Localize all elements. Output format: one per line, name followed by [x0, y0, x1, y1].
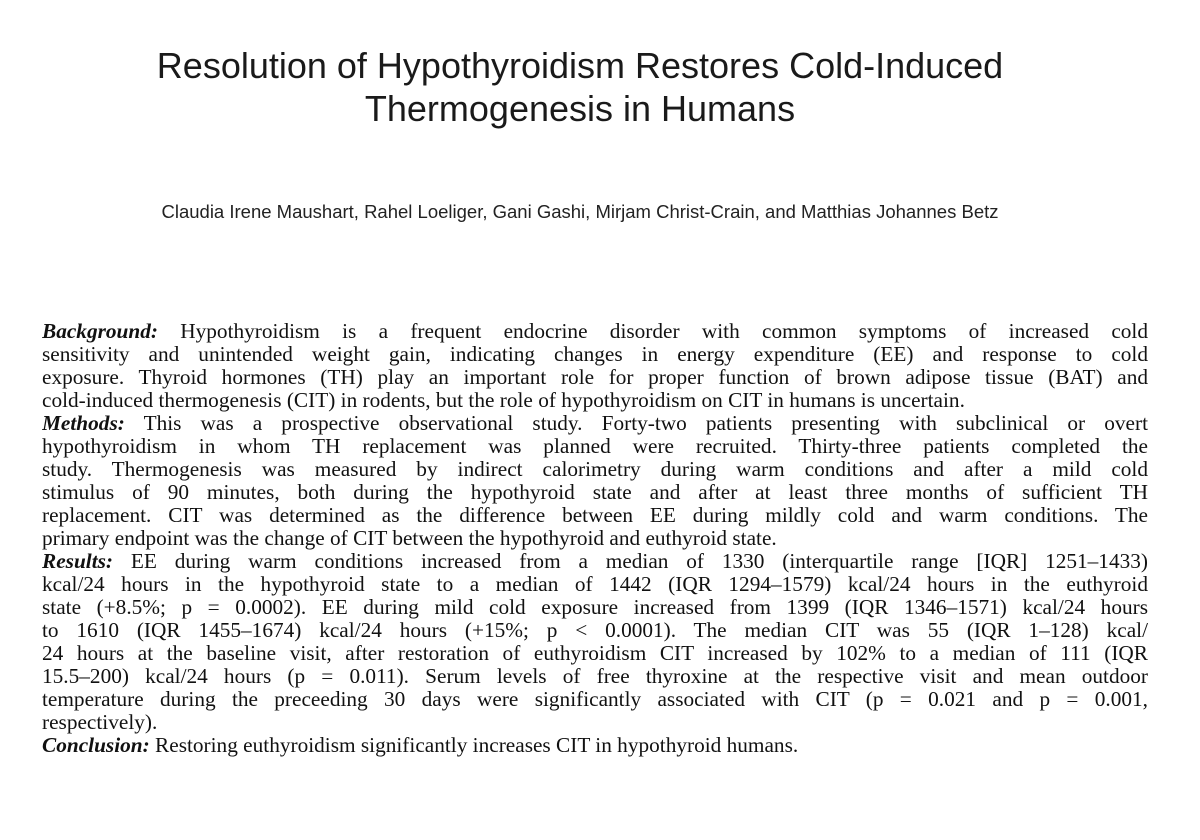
title-line: Thermogenesis in Humans [364, 88, 796, 129]
line-text: state (+8.5%; p = 0.0002). EE during mild cold exposure increased from 1399 (IQR 1346–1571) kcal/24 hours [42, 596, 1148, 619]
abstract-line [42, 343, 1148, 366]
author-list: Claudia Irene Maushart, Rahel Loeliger, Gani Gashi, Mirjam Christ-Crain, and Matthias Johannes Betz [161, 201, 999, 222]
line-text: stimulus of 90 minutes, both during the hypothyroid state and after at least three months of sufficient TH [42, 481, 1148, 504]
section-label: Methods: [42, 412, 125, 435]
line-text: exposure. Thyroid hormones (TH) play an important role for proper function of brown adipose tissue (BAT) and [42, 366, 1148, 389]
abstract-line [42, 481, 1148, 504]
section-label: Conclusion: [42, 734, 150, 757]
line-text: Restoring euthyroidism significantly increases CIT in hypothyroid humans. [155, 734, 799, 757]
abstract-line [42, 320, 1148, 343]
line-text: respectively). [42, 711, 158, 734]
abstract-line [42, 711, 1148, 734]
abstract-line [42, 366, 1148, 389]
abstract-line [42, 389, 1148, 412]
abstract-line [42, 458, 1148, 481]
line-text: 24 hours at the baseline visit, after restoration of euthyroidism CIT increased by 102% to a median of 111 (IQR [42, 642, 1148, 665]
section-label: Results: [42, 550, 114, 573]
abstract-line [42, 596, 1148, 619]
abstract-line [42, 527, 1148, 550]
line-text: Hypothyroidism is a frequent endocrine disorder with common symptoms of increased cold [180, 320, 1148, 343]
abstract-line [42, 734, 1148, 757]
line-text: This was a prospective observational study. Forty-two patients presenting with subclinical or overt [143, 412, 1148, 435]
line-text: temperature during the preceeding 30 days were significantly associated with CIT (p = 0.021 and p = 0.001, [42, 688, 1148, 711]
line-text: sensitivity and unintended weight gain, indicating changes in energy expenditure (EE) and response to cold [42, 343, 1148, 366]
paper-title [0, 44, 1160, 130]
line-text: 15.5–200) kcal/24 hours (p = 0.011). Serum levels of free thyroxine at the respective visit and mean outdoor [42, 665, 1148, 688]
abstract-line [42, 412, 1148, 435]
abstract-line [42, 619, 1148, 642]
line-text: replacement. CIT was determined as the difference between EE during mildly cold and warm conditions. The [42, 504, 1148, 527]
section-label: Background: [42, 320, 158, 343]
line-text: kcal/24 hours in the hypothyroid state to a median of 1442 (IQR 1294–1579) kcal/24 hours in the euthyroid [42, 573, 1148, 596]
line-text: primary endpoint was the change of CIT between the hypothyroid and euthyroid state. [42, 527, 777, 550]
abstract [42, 320, 1148, 757]
abstract-line [42, 665, 1148, 688]
abstract-line [42, 504, 1148, 527]
abstract-line [42, 550, 1148, 573]
line-text: to 1610 (IQR 1455–1674) kcal/24 hours (+15%; p < 0.0001). The median CIT was 55 (IQR 1–128) kcal/ [42, 619, 1148, 642]
abstract-line [42, 688, 1148, 711]
abstract-line [42, 642, 1148, 665]
line-text: EE during warm conditions increased from a median of 1330 (interquartile range [IQR] 1251–1433) [130, 550, 1148, 573]
line-text: study. Thermogenesis was measured by indirect calorimetry during warm conditions and after a mild cold [42, 458, 1148, 481]
line-text: cold-induced thermogenesis (CIT) in rodents, but the role of hypothyroidism on CIT in humans is uncertain. [42, 389, 965, 412]
abstract-line [42, 573, 1148, 596]
title-line: Resolution of Hypothyroidism Restores Cold-Induced [156, 45, 1004, 86]
abstract-line [42, 435, 1148, 458]
line-text: hypothyroidism in whom TH replacement was planned were recruited. Thirty-three patients completed the [42, 435, 1148, 458]
